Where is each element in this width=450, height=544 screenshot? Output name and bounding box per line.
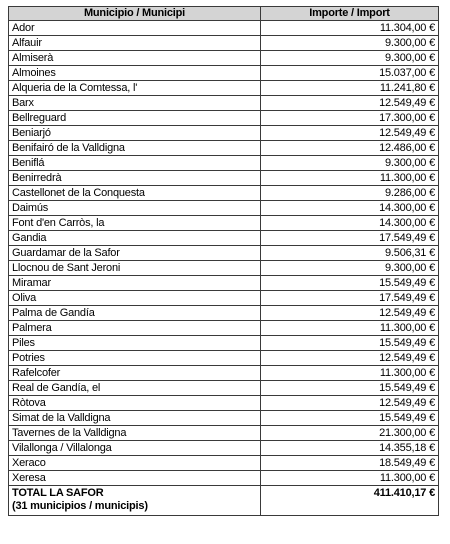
municipality-name: Miramar	[9, 276, 261, 291]
municipality-name: Ròtova	[9, 396, 261, 411]
municipality-name: Simat de la Valldigna	[9, 411, 261, 426]
municipality-name: Gandia	[9, 231, 261, 246]
table-row	[9, 441, 439, 456]
municipality-name: Tavernes de la Valldigna	[9, 426, 261, 441]
table-row	[9, 96, 439, 111]
total-label-cell	[9, 486, 261, 516]
import-amount: 18.549,49 €	[261, 456, 439, 471]
municipality-name: Llocnou de Sant Jeroni	[9, 261, 261, 276]
municipality-name: Almiserà	[9, 51, 261, 66]
table-body	[9, 21, 439, 486]
table-row	[9, 156, 439, 171]
import-amount: 12.549,49 €	[261, 306, 439, 321]
document-page	[8, 6, 439, 516]
table-row	[9, 171, 439, 186]
import-amount: 14.355,18 €	[261, 441, 439, 456]
import-amount: 17.300,00 €	[261, 111, 439, 126]
import-amount: 9.286,00 €	[261, 186, 439, 201]
import-amount: 11.300,00 €	[261, 171, 439, 186]
municipality-name: Beniarjó	[9, 126, 261, 141]
table-row	[9, 21, 439, 36]
table-row	[9, 51, 439, 66]
import-amount: 11.241,80 €	[261, 81, 439, 96]
table-row	[9, 126, 439, 141]
municipality-name: Font d'en Carròs, la	[9, 216, 261, 231]
table-row	[9, 246, 439, 261]
import-amount: 12.549,49 €	[261, 351, 439, 366]
total-municipality-count: (31 municipios / municipis)	[12, 500, 148, 512]
import-amount: 15.549,49 €	[261, 336, 439, 351]
municipality-name: Piles	[9, 336, 261, 351]
import-amount: 12.549,49 €	[261, 126, 439, 141]
import-amount: 9.300,00 €	[261, 51, 439, 66]
import-amount: 21.300,00 €	[261, 426, 439, 441]
municipality-name: Real de Gandía, el	[9, 381, 261, 396]
import-amount: 14.300,00 €	[261, 216, 439, 231]
municipality-name: Vilallonga / Villalonga	[9, 441, 261, 456]
import-amount: 9.300,00 €	[261, 156, 439, 171]
import-amount: 17.549,49 €	[261, 291, 439, 306]
municipality-name: Beniflá	[9, 156, 261, 171]
table-row	[9, 471, 439, 486]
municipality-name: Benirredrà	[9, 171, 261, 186]
municipality-name: Xeraco	[9, 456, 261, 471]
table-row	[9, 291, 439, 306]
table-row	[9, 411, 439, 426]
municipality-name: Palmera	[9, 321, 261, 336]
municipality-name: Palma de Gandía	[9, 306, 261, 321]
table-row	[9, 81, 439, 96]
table-row	[9, 306, 439, 321]
table-row	[9, 216, 439, 231]
table-row	[9, 426, 439, 441]
total-label: TOTAL LA SAFOR	[12, 487, 104, 499]
table-footer	[9, 486, 439, 516]
table-row	[9, 141, 439, 156]
table-row	[9, 186, 439, 201]
import-amount: 9.506,31 €	[261, 246, 439, 261]
municipality-name: Alqueria de la Comtessa, l'	[9, 81, 261, 96]
municipality-name: Potries	[9, 351, 261, 366]
table-row	[9, 261, 439, 276]
import-amount: 12.549,49 €	[261, 396, 439, 411]
table-row	[9, 366, 439, 381]
municipality-name: Castellonet de la Conquesta	[9, 186, 261, 201]
municipality-name: Bellreguard	[9, 111, 261, 126]
import-amount: 11.300,00 €	[261, 321, 439, 336]
municipality-name: Almoines	[9, 66, 261, 81]
import-amount: 12.549,49 €	[261, 96, 439, 111]
import-amount: 15.549,49 €	[261, 381, 439, 396]
municipality-name: Benifairó de la Valldigna	[9, 141, 261, 156]
municipality-name: Daimús	[9, 201, 261, 216]
column-header-amount: Importe / Import	[261, 7, 439, 21]
total-row	[9, 486, 439, 516]
import-amount: 11.304,00 €	[261, 21, 439, 36]
import-amount: 15.037,00 €	[261, 66, 439, 81]
import-amount: 11.300,00 €	[261, 471, 439, 486]
column-header-municipality: Municipio / Municipi	[9, 7, 261, 21]
import-amount: 12.486,00 €	[261, 141, 439, 156]
municipality-name: Ador	[9, 21, 261, 36]
table-row	[9, 396, 439, 411]
table-row	[9, 66, 439, 81]
table-row	[9, 231, 439, 246]
import-amount: 14.300,00 €	[261, 201, 439, 216]
municipality-name: Rafelcofer	[9, 366, 261, 381]
table-row	[9, 456, 439, 471]
municipality-name: Alfauir	[9, 36, 261, 51]
table-row	[9, 351, 439, 366]
table-row	[9, 276, 439, 291]
import-amount: 15.549,49 €	[261, 276, 439, 291]
header-row	[9, 7, 439, 21]
table-row	[9, 111, 439, 126]
table-row	[9, 201, 439, 216]
municipality-name: Barx	[9, 96, 261, 111]
municipality-name: Oliva	[9, 291, 261, 306]
table-row	[9, 336, 439, 351]
table-header	[9, 7, 439, 21]
import-amount: 17.549,49 €	[261, 231, 439, 246]
import-amount: 9.300,00 €	[261, 261, 439, 276]
import-amount: 11.300,00 €	[261, 366, 439, 381]
municipality-name: Guardamar de la Safor	[9, 246, 261, 261]
table-row	[9, 321, 439, 336]
import-amount: 9.300,00 €	[261, 36, 439, 51]
municipality-name: Xeresa	[9, 471, 261, 486]
total-amount: 411.410,17 €	[261, 486, 439, 516]
municipality-import-table	[8, 6, 439, 516]
import-amount: 15.549,49 €	[261, 411, 439, 426]
table-row	[9, 36, 439, 51]
table-row	[9, 381, 439, 396]
